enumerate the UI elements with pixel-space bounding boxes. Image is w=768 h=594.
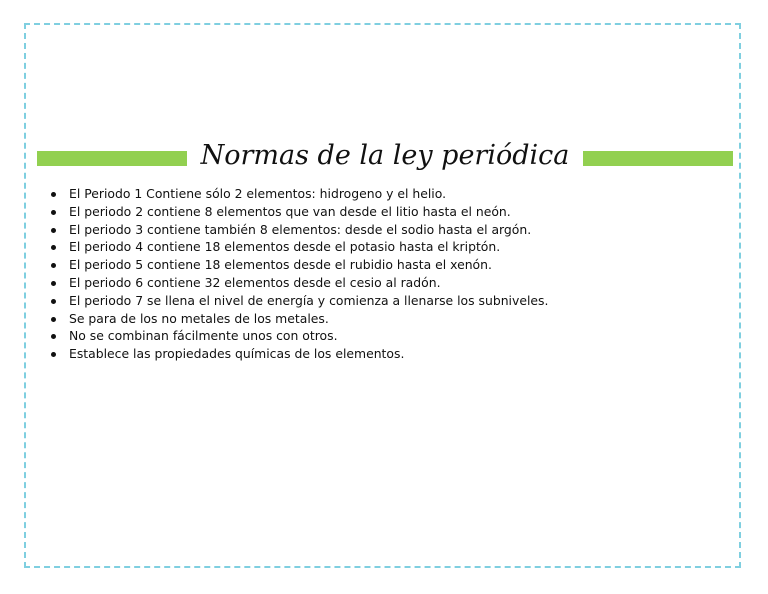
list-item-text: El periodo 7 se llena el nivel de energía y comienza a llenarse los subniveles.	[69, 292, 549, 308]
bullet-icon	[51, 281, 56, 286]
list-item-text: El periodo 5 contiene 18 elementos desde el rubidio hasta el xenón.	[69, 257, 492, 273]
bullet-icon	[51, 228, 56, 233]
list-item-text: El periodo 6 contiene 32 elementos desde el cesio al radón.	[69, 274, 441, 290]
bullet-icon	[51, 334, 56, 339]
bullet-icon	[51, 263, 56, 268]
bullet-icon	[51, 352, 56, 357]
page-title: Normas de la ley periódica	[200, 140, 570, 171]
bullet-icon	[51, 210, 56, 215]
list-item-text: El Periodo 1 Contiene sólo 2 elementos: hidrogeno y el helio.	[69, 186, 447, 201]
list-item	[40, 292, 548, 310]
list-item-text: Se para de los no metales de los metales.	[69, 310, 329, 326]
title-row	[37, 136, 733, 178]
list-item	[40, 345, 548, 363]
bullet-icon	[51, 192, 56, 197]
list-item-text: No se combinan fácilmente unos con otros.	[69, 328, 338, 344]
list-item-text: El periodo 4 contiene 18 elementos desde el potasio hasta el kriptón.	[69, 239, 501, 255]
list-item	[40, 310, 548, 328]
list-item	[40, 203, 548, 221]
list-item	[40, 238, 548, 256]
list-item-text: El periodo 3 contiene también 8 elementos: desde el sodio hasta el argón.	[69, 221, 532, 237]
list-item	[40, 274, 548, 292]
title-bar-left	[37, 151, 187, 166]
rules-list	[40, 185, 548, 363]
bullet-icon	[51, 299, 56, 304]
bullet-icon	[51, 317, 56, 322]
list-item-text: Establece las propiedades químicas de los elementos.	[69, 346, 405, 362]
bullet-icon	[51, 245, 56, 250]
list-item-text: El periodo 2 contiene 8 elementos que van desde el litio hasta el neón.	[69, 203, 511, 219]
list-item	[40, 221, 548, 239]
list-item	[40, 256, 548, 274]
list-item	[40, 327, 548, 345]
title-bar-right	[583, 151, 733, 166]
list-item	[40, 185, 548, 203]
